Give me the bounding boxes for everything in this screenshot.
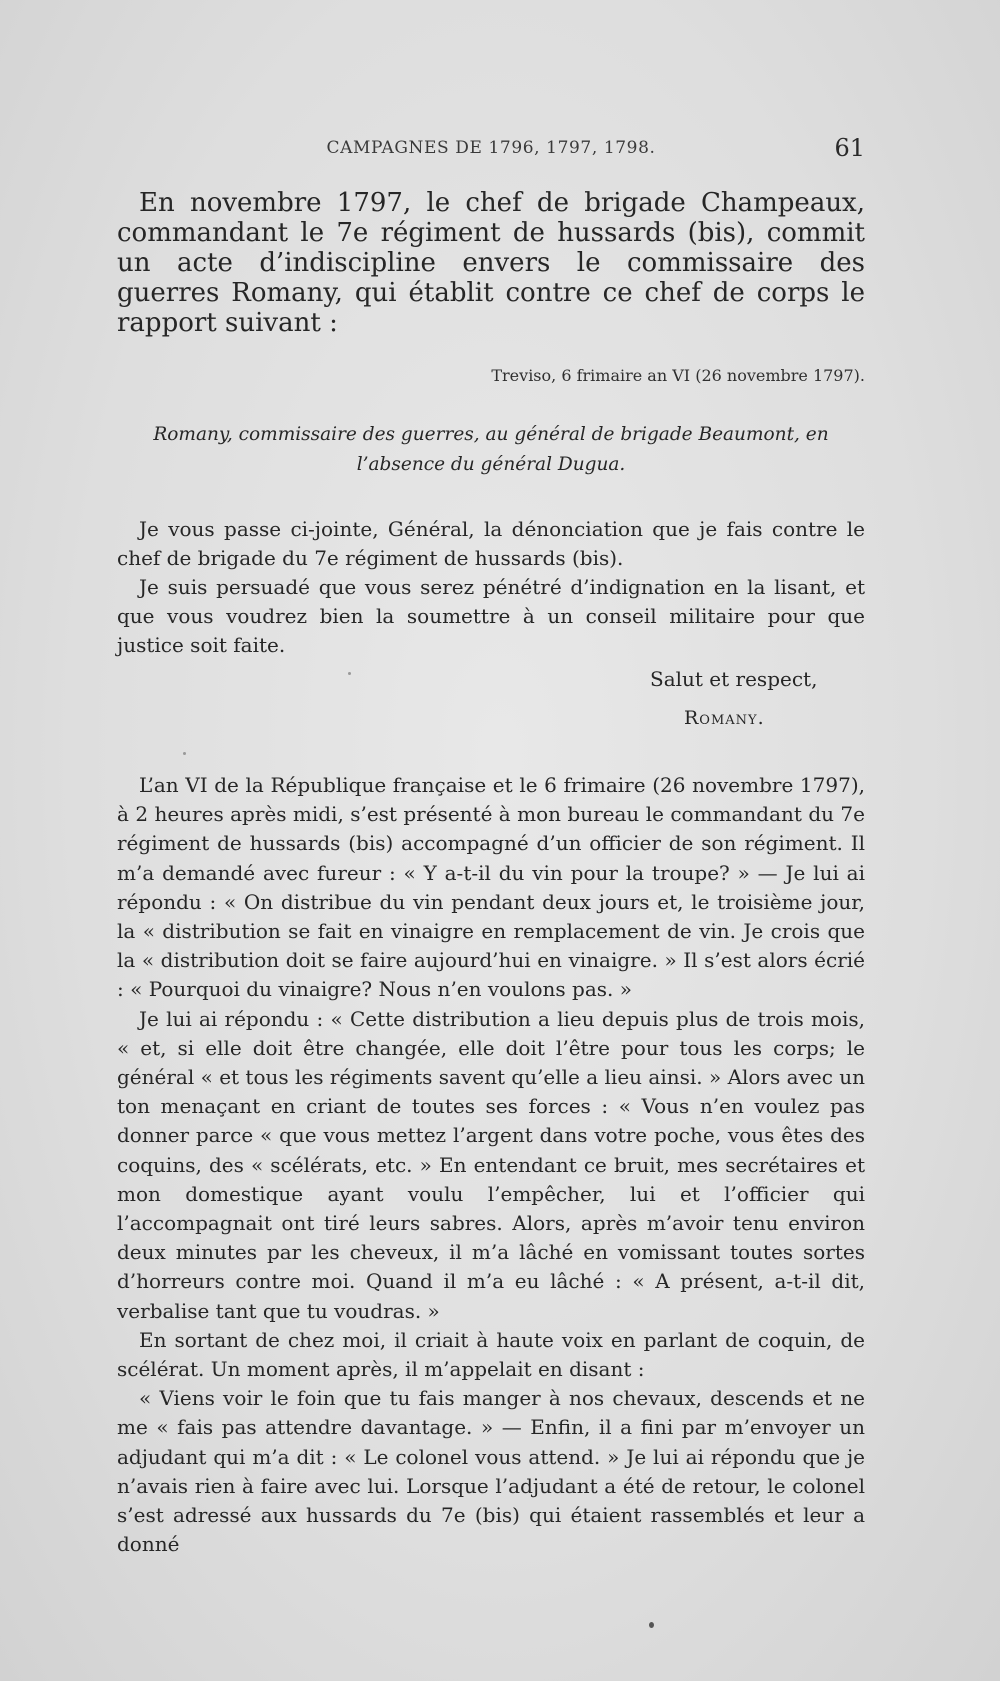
paper-speck xyxy=(649,1622,654,1628)
letter-signature: Romany. xyxy=(684,707,765,729)
report-paragraph: En sortant de chez moi, il criait à haute voix en parlant de coquin, de scélérat. Un moment après, il m’appelait en disant : xyxy=(117,1327,865,1382)
letter-paragraph: Je suis persuadé que vous serez pénétré d’indignation en la lisant, et que vous voudrez bien la soumettre à un conseil militaire pour que justice soit faite. xyxy=(117,575,865,657)
paper-speck xyxy=(348,672,351,675)
letter-dateline: Treviso, 6 frimaire an VI (26 novembre 1797). xyxy=(491,366,865,385)
report-paragraph: « Viens voir le foin que tu fais manger à nos chevaux, descends et ne me « fais pas attendre davantage. » — Enfin, il a fini par m’envoyer un adjudant qui m’a dit : « Le colonel vous attend. » Je lui ai répondu que je n’avais rien à faire avec lui. Lorsque l’adjudant a été de retour, le colonel s’est adressé aux hussards du 7e (bis) qui étaient rassemblés et leur a donné xyxy=(117,1386,865,1557)
intro-paragraph: En novembre 1797, le chef de brigade Champeaux, commandant le 7e régiment de hussards (bis), commit un acte d’indiscipline envers le commissaire des guerres Romany, qui établit contre ce chef de corps le rapport suivant : xyxy=(117,188,865,338)
page-number: 61 xyxy=(834,134,865,162)
letter-addressee: Romany, commissaire des guerres, au général de brigade Beaumont, en l’absence du général Dugua. xyxy=(153,424,829,475)
report-body xyxy=(117,771,865,1559)
page-header xyxy=(117,134,865,168)
report-paragraph: Je lui ai répondu : « Cette distribution a lieu depuis plus de trois mois, « et, si elle doit être changée, elle doit l’être pour tous les corps; le général « et tous les régiments savent qu’elle a lieu ainsi. » Alors avec un ton menaçant en criant de toutes ses forces : « Vous n’en voulez pas donner parce « que vous mettez l’argent dans votre poche, vous êtes des coquins, des « scélérats, etc. » En entendant ce bruit, mes secrétaires et mon domestique ayant voulu l’empêcher, lui et l’officier qui l’accompagnait ont tiré leurs sabres. Alors, après m’avoir tenu environ deux minutes par les cheveux, il m’a lâché en vomissant toutes sortes d’horreurs contre moi. Quand il m’a eu lâché : « A présent, a-t-il dit, verbalise tant que tu voudras. » xyxy=(117,1006,866,1323)
report-paragraph: L’an VI de la République française et le 6 frimaire (26 novembre 1797), à 2 heures après midi, s’est présenté à mon bureau le commandant du 7e régiment de hussards (bis) accompagné d’un officier de son régiment. Il m’a demandé avec fureur : « Y a-t-il du vin pour la troupe? » — Je lui ai répondu : « On distribue du vin pendant deux jours et, le troisième jour, la « distribution se fait en vinaigre en remplacement de vin. Je crois que la « distribution doit se faire aujourd’hui en vinaigre. » Il s’est alors écrié : « Pourquoi du vinaigre? Nous n’en voulons pas. » xyxy=(117,773,865,1002)
running-title: CAMPAGNES DE 1796, 1797, 1798. xyxy=(326,138,656,158)
letter-paragraph: Je vous passe ci-jointe, Général, la dénonciation que je fais contre le chef de brigade du 7e régiment de hussards (bis). xyxy=(117,517,865,570)
paper-speck xyxy=(183,752,186,755)
letter-body xyxy=(117,515,865,660)
letter-closing: Salut et respect, xyxy=(650,667,818,691)
